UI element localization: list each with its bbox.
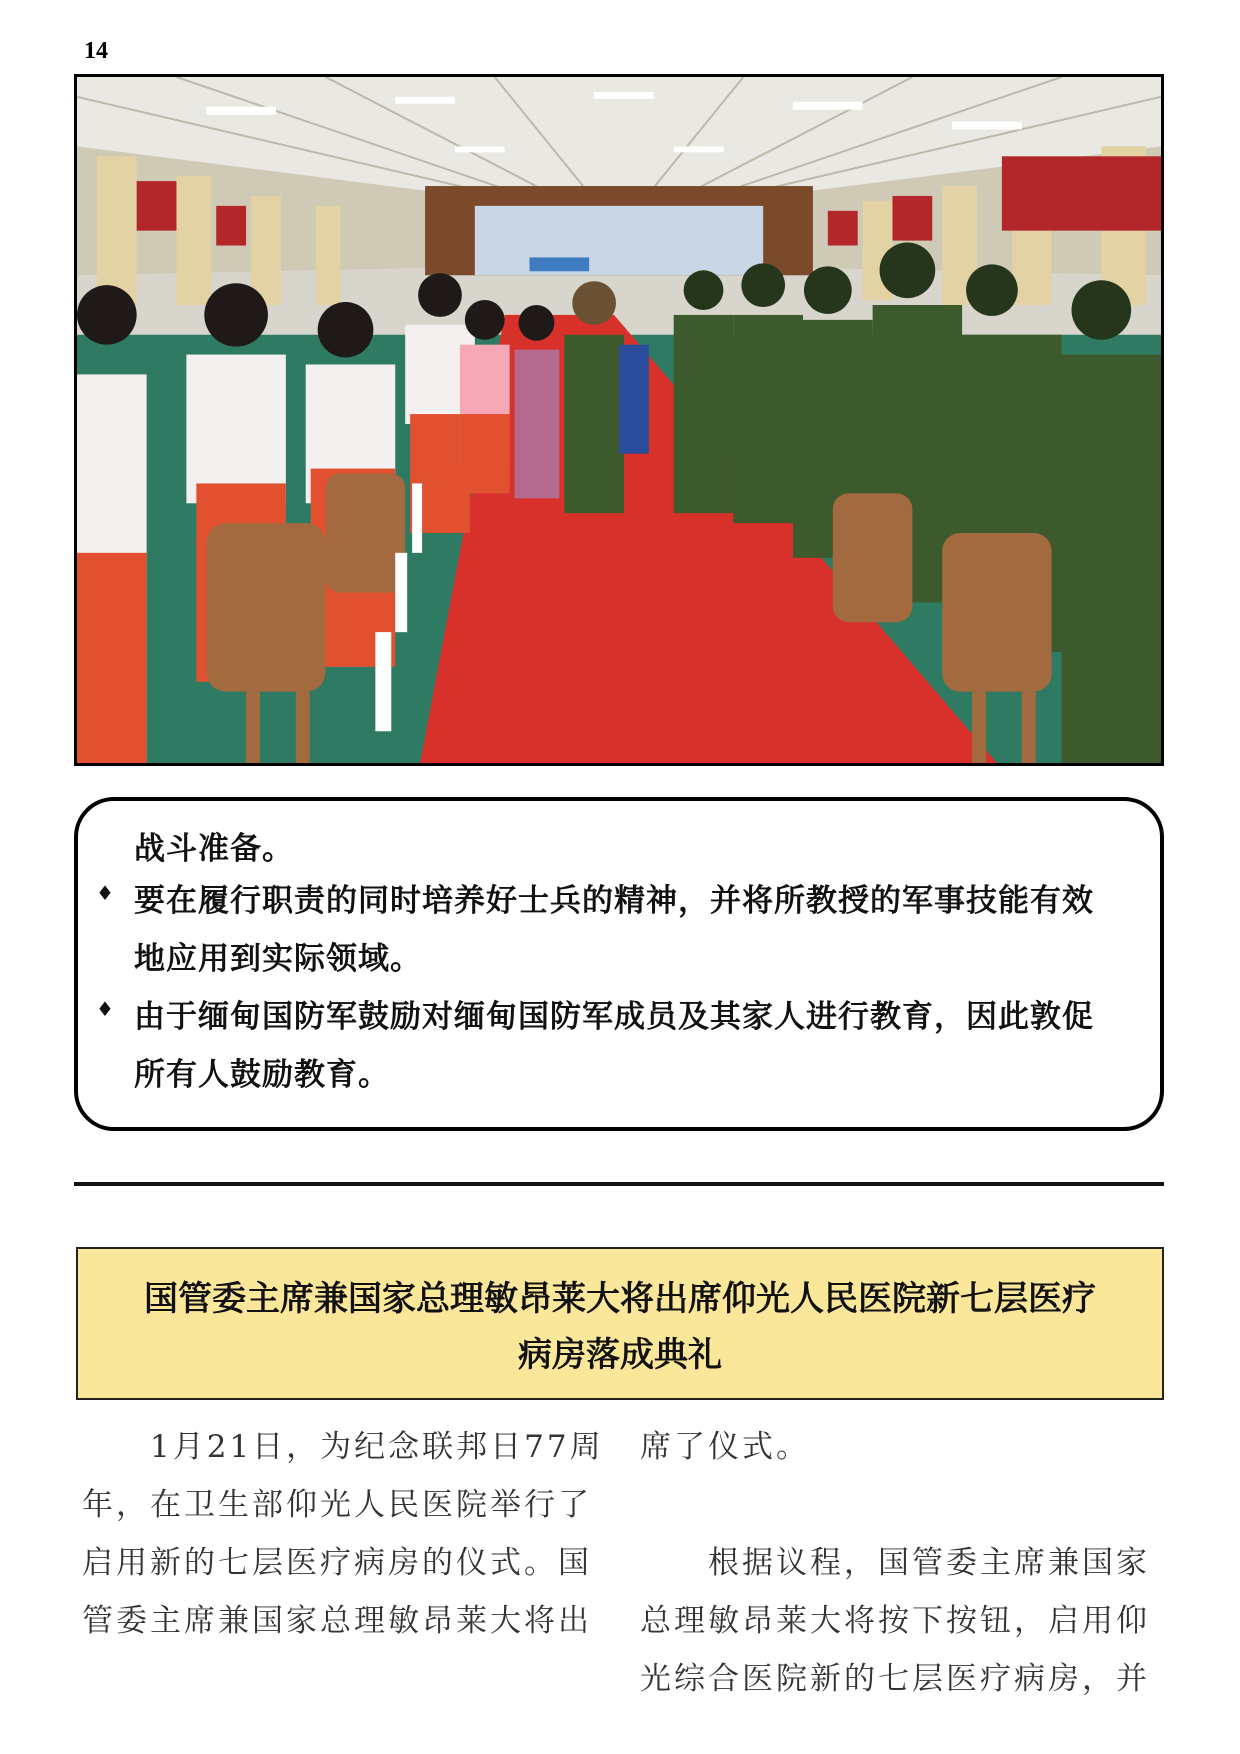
article-text-line: 1月21日，为纪念联邦日77周 bbox=[82, 1429, 604, 1465]
article-text-line bbox=[640, 1476, 1160, 1534]
article-text-line: 年，在卫生部仰光人民医院举行了 bbox=[82, 1487, 592, 1523]
callout-box bbox=[74, 797, 1164, 1131]
article-title-box bbox=[76, 1247, 1164, 1400]
callout-line-5: 所有人鼓励教育。 bbox=[134, 1057, 390, 1093]
article-text-line: 总理敏昂莱大将按下按钮，启用仰 bbox=[640, 1603, 1150, 1639]
callout-line-3: 地应用到实际领域。 bbox=[134, 941, 422, 977]
article-title-line-1: 国管委主席兼国家总理敏昂莱大将出席仰光人民医院新七层医疗 bbox=[144, 1279, 1096, 1319]
article-text-line: 光综合医院新的七层医疗病房，并 bbox=[640, 1661, 1150, 1697]
article-text-line: 管委主席兼国家总理敏昂莱大将出 bbox=[82, 1603, 592, 1639]
page-number: 14 bbox=[84, 38, 108, 64]
article-title-line-2: 病房落成典礼 bbox=[518, 1335, 722, 1375]
article-text-line: 席了仪式。 bbox=[640, 1429, 810, 1465]
callout-line-1: 战斗准备。 bbox=[134, 831, 294, 867]
section-divider bbox=[74, 1182, 1164, 1186]
article-right-column bbox=[640, 1418, 1160, 1708]
hall-photo-illustration bbox=[77, 77, 1161, 763]
bullet-diamond-icon: ♦ bbox=[96, 997, 114, 1021]
event-photo bbox=[74, 74, 1164, 766]
article-text-line: 根据议程，国管委主席兼国家 bbox=[640, 1545, 1150, 1581]
article-text-line: 启用新的七层医疗病房的仪式。国 bbox=[82, 1545, 592, 1581]
article-left-column bbox=[82, 1418, 602, 1650]
callout-line-4: 由于缅甸国防军鼓励对缅甸国防军成员及其家人进行教育，因此敦促 bbox=[134, 999, 1094, 1035]
bullet-diamond-icon: ♦ bbox=[96, 881, 114, 905]
callout-line-2: 要在履行职责的同时培养好士兵的精神，并将所教授的军事技能有效 bbox=[134, 883, 1094, 919]
